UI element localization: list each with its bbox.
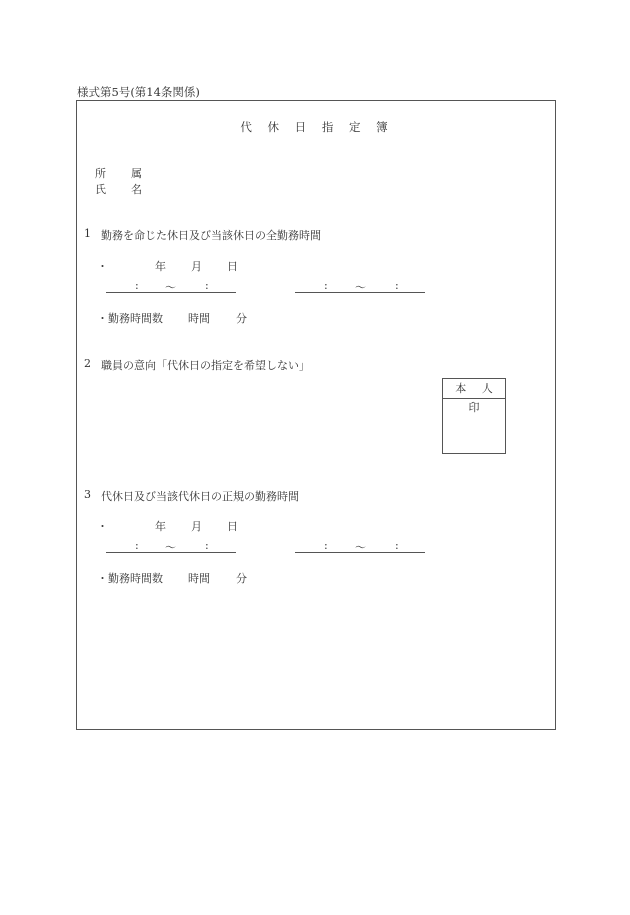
section-1-range-2-sep2: : (395, 279, 399, 292)
section-1-year-label: 年 (155, 260, 166, 273)
section-1-hours-unit: 時間 (188, 312, 210, 325)
section-2-heading: 職員の意向「代休日の指定を希望しない」 (101, 359, 310, 372)
form-number-label: 様式第5号(第14条関係) (77, 85, 200, 99)
section-3-time-range-2-line[interactable] (295, 552, 425, 553)
section-1-minutes-unit: 分 (236, 312, 247, 325)
section-3-range-1-tilde: 〜 (165, 541, 176, 554)
section-3-year-label: 年 (155, 520, 166, 533)
section-3-range-1-sep2: : (205, 539, 209, 552)
section-3-range-2-sep1: : (324, 539, 328, 552)
section-3-range-2-sep2: : (395, 539, 399, 552)
affiliation-label-b: 属 (131, 167, 142, 180)
section-3-hours-unit: 時間 (188, 572, 210, 585)
section-3-month-label: 月 (191, 520, 202, 533)
affiliation-label-a: 所 (95, 167, 106, 180)
section-3-number: 3 (84, 488, 91, 501)
section-1-bullet: ・ (97, 260, 108, 273)
section-3-minutes-unit: 分 (236, 572, 247, 585)
form-title: 代 休 日 指 定 簿 (240, 120, 394, 134)
seal-label: 本 人 印 (443, 379, 505, 399)
section-3-time-range-1-line[interactable] (106, 552, 236, 553)
section-3-bullet: ・ (97, 520, 108, 533)
section-3-range-2-tilde: 〜 (355, 541, 366, 554)
section-1-number: 1 (84, 227, 91, 240)
section-3-heading: 代休日及び当該代休日の正規の勤務時間 (101, 490, 299, 503)
section-1-month-label: 月 (191, 260, 202, 273)
section-1-heading: 勤務を命じた休日及び当該休日の全勤務時間 (101, 229, 321, 242)
section-1-range-1-tilde: 〜 (165, 281, 176, 294)
name-label-a: 氏 (95, 183, 106, 196)
section-3-range-1-sep1: : (135, 539, 139, 552)
section-1-time-range-1-line[interactable] (106, 292, 236, 293)
section-1-hours-label: ・勤務時間数 (97, 312, 163, 325)
section-1-range-2-sep1: : (324, 279, 328, 292)
section-1-range-1-sep2: : (205, 279, 209, 292)
form-frame (76, 100, 556, 730)
section-1-range-1-sep1: : (135, 279, 139, 292)
section-1-range-2-tilde: 〜 (355, 281, 366, 294)
section-1-time-range-2-line[interactable] (295, 292, 425, 293)
section-2-number: 2 (84, 357, 91, 370)
section-3-hours-label: ・勤務時間数 (97, 572, 163, 585)
name-label-b: 名 (131, 183, 142, 196)
section-3-day-label: 日 (227, 520, 238, 533)
section-1-day-label: 日 (227, 260, 238, 273)
personal-seal-box[interactable] (442, 378, 506, 454)
